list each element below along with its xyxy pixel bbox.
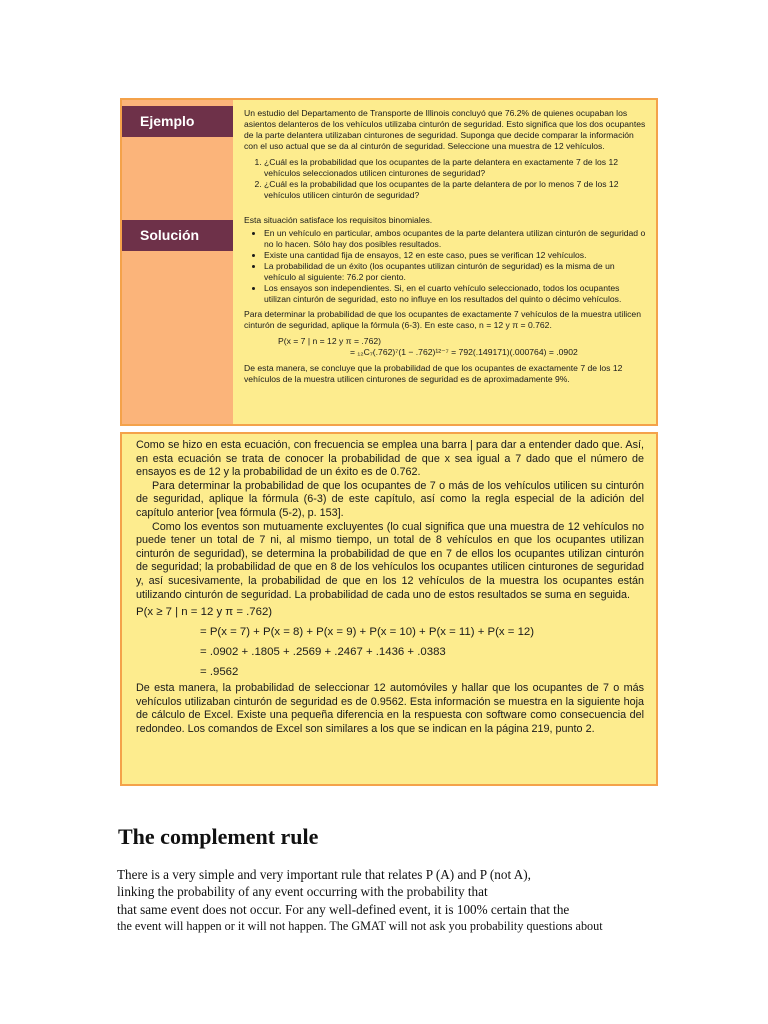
solution-bullets	[244, 228, 648, 305]
solution-intro: Esta situación satisface los requisitos binomiales.	[244, 215, 433, 225]
example-box	[120, 98, 658, 426]
example-questions	[244, 157, 648, 201]
equation-line-3: = .0902 + .1805 + .2569 + .2467 + .1436 + .0383	[200, 646, 446, 659]
continuation-paragraph-1: Como se hizo en esta ecuación, con frecuencia se emplea una barra | para dar a entender dado que. Así, en esta ecuación se trata de conocer la probabilidad de que x sea igual a 7 dado que el número de ensayos es de 12 y la probabilidad de un éxito es de 0.762.	[136, 439, 644, 479]
complement-line-1: There is a very simple and very important rule that relates P (A) and P (not A),	[117, 867, 531, 882]
example-content	[233, 100, 656, 424]
continuation-paragraph-4: De esta manera, la probabilidad de seleccionar 12 automóviles y hallar que los ocupantes de 7 o más vehículos utilizaban cinturón de seguridad es de 0.9562. Esta información se muestra en la siguiente hoja de cálculo de Excel. Existe una pequeña diferencia en la respuesta con software como consecuencia del redondeo. Los comandos de Excel son similares a los que se indican en la página 219, punto 2.	[136, 682, 644, 735]
continuation-paragraph-3: Como los eventos son mutuamente excluyentes (lo cual significa que una muestra de 12 vehículos no puede tener un total de 7 ni, al mismo tiempo, un total de 8 vehículos en que los ocupantes utilizan cinturón de seguridad), se determina la probabilidad de que en 7 de ellos los ocupantes utilizan cinturón de seguridad; la probabilidad de que en 8 de los vehículos los ocupantes utilicen cinturones de seguridad y, así sucesivamente, la probabilidad de que en los 12 vehículos de la muestra los ocupantes están utilizando cinturón de seguridad. La probabilidad de cada uno de estos resultados se suma en seguida.	[136, 520, 644, 601]
continuation-box	[120, 432, 658, 786]
complement-line-2: linking the probability of any event occurring with the probability that	[117, 884, 488, 900]
equation-line-2: = P(x = 7) + P(x = 8) + P(x = 9) + P(x = 10) + P(x = 11) + P(x = 12)	[200, 626, 535, 639]
formula-line-2: = ₁₂C₇(.762)⁷(1 − .762)¹²⁻⁷ = 792(.149171)(.000764) = .0902	[350, 347, 578, 357]
bullet-3: • La probabilidad de un éxito (los ocupantes utilizan cinturón de seguridad) es la misma de un vehículo al siguiente: 76.2 por ciento.	[264, 261, 648, 283]
complement-heading: The complement rule	[118, 824, 319, 849]
label-column	[122, 100, 233, 424]
formula-line-1: P(x = 7 | n = 12 y π = .762)	[278, 336, 381, 346]
complement-body	[117, 866, 687, 935]
complement-line-4: the event will happen or it will not happen. The GMAT will not ask you probability questions about	[117, 918, 603, 933]
bullet-1: • En un vehículo en particular, ambos ocupantes de la parte delantera utilizan cinturón de seguridad o no lo hacen. Sólo hay dos posibles resultados.	[264, 228, 648, 250]
example-text: Un estudio del Departamento de Transporte de Illinois concluyó que 76.2% de quienes ocupaban los asientos delanteros de los vehículos utilizaba cinturón de seguridad. Esto significa que los dos ocupantes de la parte delantera utilizaban cinturones de seguridad. Suponga que decide comparar la información con el uso actual que se da al cinturón de seguridad. Seleccione una muestra de 12 vehículos.	[244, 108, 646, 151]
equation-line-1: P(x ≥ 7 | n = 12 y π = .762)	[136, 606, 273, 619]
question-2: 2. ¿Cuál es la probabilidad que los ocupantes de la parte delantera de por lo menos 7 de los 12 vehículos utilicen cinturón de seguridad?	[264, 179, 648, 201]
continuation-paragraph-2: Para determinar la probabilidad de que los ocupantes de 7 o más de los vehículos utilicen su cinturón de seguridad, aplique la fórmula (6-3) de este capítulo, así como la regla especial de la adición del capítulo anterior [vea fórmula (5-2), p. 153].	[136, 479, 644, 519]
example-label: Ejemplo	[122, 106, 233, 137]
bullet-4: • Los ensayos son independientes. Si, en el cuarto vehículo seleccionado, todos los ocupantes utilizan cinturón de seguridad, esto no influye en los resultados del quinto o décimo vehículos.	[264, 283, 648, 305]
complement-line-3: that same event does not occur. For any well-defined event, it is 100% certain that the	[117, 901, 570, 917]
question-1: 1. ¿Cuál es la probabilidad que los ocupantes de la parte delantera en exactamente 7 de los 12 vehículos seleccionados utilicen cinturones de seguridad?	[264, 157, 648, 179]
binomial-formula	[278, 336, 648, 358]
equation-line-4: = .9562	[200, 666, 239, 679]
solution-label: Solución	[122, 220, 233, 251]
solution-paragraph: Para determinar la probabilidad de que los ocupantes de exactamente 7 vehículos de la muestra utilicen cinturón de seguridad, aplique la fórmula (6-3). En este caso, n = 12 y π = 0.762.	[244, 309, 641, 330]
solution-conclusion: De esta manera, se concluye que la probabilidad de que los ocupantes de exactamente 7 de los 12 vehículos de la muestra utilicen cinturones de seguridad es de aproximadamente 9%.	[244, 363, 623, 384]
bullet-2: • Existe una cantidad fija de ensayos, 12 en este caso, pues se verifican 12 vehículos.	[264, 250, 648, 261]
